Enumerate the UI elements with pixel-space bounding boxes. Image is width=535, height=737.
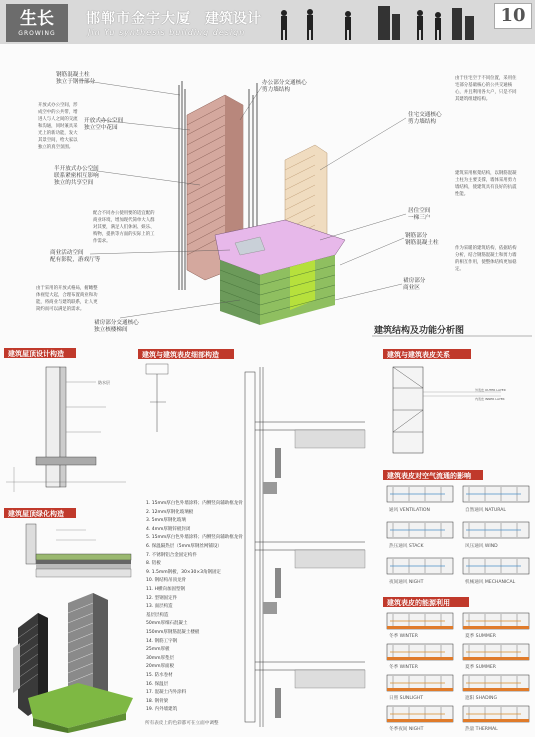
callout-inner-layer: 内表皮 INNER LAYER — [475, 397, 505, 401]
skin-legend-item: 16. 保温层 — [146, 681, 169, 687]
energy-panel — [385, 704, 455, 726]
energy-panel — [461, 704, 531, 726]
skin-legend-item: 14. 钢筋工字钢 — [146, 638, 178, 644]
skin-legend-item: 8. 铝板 — [146, 561, 161, 567]
logo-text: 生长 — [20, 9, 54, 29]
analysis-title: 建筑结构及功能分析图 — [374, 326, 465, 336]
diagram-caption: 通风 VENTILATION — [389, 508, 430, 513]
diagram-caption: 日照 SUNLIGHT — [389, 696, 424, 701]
label-commercial-space: 商业活动空间 配有影院，游戏厅等 — [50, 250, 101, 263]
diagram-caption: 夜间通风 NIGHT — [389, 580, 424, 585]
energy-panel — [385, 642, 455, 664]
skin-legend-item: 3. 5mm厚钢化玻璃 — [146, 518, 186, 524]
skin-note: 所有表皮上的色彩都可在立面中调整 — [145, 721, 219, 726]
paragraph-commercial: 由于采用的开放式格局，俯瞰整体视觉大起，合理布置商业和功能，将商业与建筑联系，让人更简约而可以满足的需求。 — [36, 286, 98, 312]
section-title-skin-relation: 建筑与建筑表皮关系 — [387, 351, 450, 359]
diagram-caption: 冬季夜间 NIGHT — [389, 727, 424, 732]
airflow-panel — [461, 556, 531, 578]
skin-small-detail — [140, 362, 180, 437]
label-concrete-column: 钢筋混凝土柱 独立于钢骨部分 — [56, 72, 96, 85]
section-title-roof: 建筑屋顶设计构造 — [8, 350, 64, 358]
skin-legend-item: 30mm厚垫层 — [146, 655, 174, 661]
skin-legend-item: 11. H横向加固型钢 — [146, 587, 185, 592]
energy-panel — [461, 611, 531, 633]
skin-legend-item: 9. 1.5mm钢板，30×30×3角钢固定 — [146, 569, 222, 575]
skin-legend-item: 基层层构造 — [146, 612, 169, 618]
paragraph-semi-open: 配合不同办公使用要的适宜配的商业环境，增加现代简单大人群对其要，满足人们休闲、娱乐、购物，提供等方面的实际上的工作需求。 — [93, 211, 155, 244]
label-steel-part: 钢筋部分 钢筋混凝土柱 — [405, 233, 439, 246]
energy-panel — [385, 611, 455, 633]
skin-legend-item: 20mm厚面板 — [146, 664, 174, 670]
label-podium-core: 裙房部分交通核心 独立核楼梯间 — [94, 320, 139, 333]
roof-note: 防水层 — [98, 380, 110, 385]
skin-legend-item: 50mm厚细石混凝土 — [146, 621, 188, 627]
skin-relation-drawing — [383, 362, 531, 457]
skin-section-drawing — [235, 362, 373, 734]
diagram-caption: 热压通风 STACK — [389, 544, 424, 549]
airflow-panel — [461, 484, 531, 506]
skin-legend-item: 17. 混凝土内外涂料 — [146, 690, 187, 696]
energy-panel — [461, 673, 531, 695]
callout-outer-layer: 外表皮 OUTER LAYER — [475, 388, 506, 392]
diagram-caption: 冬季 WINTER — [389, 634, 418, 639]
skin-legend-item: 6. 保温隔热层（5mm厚钢丝网铺设） — [146, 544, 222, 549]
section-title-skin: 建筑与建筑表皮细部构造 — [142, 351, 219, 359]
diagram-caption: 风压通风 WIND — [465, 544, 498, 549]
label-open-office: 开放式办公空间 独立空中花园 — [84, 118, 124, 131]
energy-panel — [385, 673, 455, 695]
diagram-caption: 遮阳 SHADING — [465, 696, 498, 701]
greening-detail-drawing — [6, 520, 134, 585]
skin-legend-item: 5. 15mm厚白色外墙涂料；内侧竖向辅助框龙骨 — [146, 535, 243, 541]
label-podium-commercial: 裙房部分 商业区 — [403, 278, 426, 291]
paragraph-structure: 建筑采用框架结构，以钢筋混凝土柱为主要支撑，墙体采用剪力墙结构，使建筑具有良好的抗震性能。 — [455, 171, 517, 197]
airflow-panel — [385, 520, 455, 542]
skin-legend-item: 150mm厚钢筋混凝土楼板 — [146, 630, 200, 635]
skin-legend-item: 10. 钢结构吊顶龙骨 — [146, 578, 187, 584]
skin-legend-item: 4. 4mm厚镀锌板封闭 — [146, 526, 191, 532]
skin-legend-item: 7. 不锈钢铝合金固定构件 — [146, 552, 197, 558]
roof-detail-drawing — [6, 362, 134, 497]
skin-legend-item: 1. 15mm厚白色外墙涂料；内侧竖向辅助框龙骨 — [146, 501, 243, 506]
label-semi-open-office: 半开放式办公空间 联系紧密相互影响 独立的共享空间 — [54, 166, 99, 186]
diagram-caption: 热量 THERMAL — [465, 727, 498, 732]
section-title-energy: 建筑表皮的能源利用 — [387, 599, 450, 607]
building-3d-model — [8, 588, 136, 733]
diagram-caption: 夏季 SUMMER — [465, 665, 496, 670]
page-number: 10 — [494, 3, 532, 29]
section-title-greening: 建筑屋顶绿化构造 — [8, 510, 64, 518]
section-title-air: 建筑表皮对空气流通的影响 — [387, 472, 471, 480]
diagram-caption: 机械通风 MECHANICAL — [465, 580, 516, 585]
energy-panel — [461, 642, 531, 664]
label-office-core: 办公部分交通核心 剪力墙结构 — [262, 80, 307, 93]
sheet-title: 建筑设计 — [205, 11, 261, 27]
logo-subtext: GROWING — [18, 30, 56, 37]
diagram-caption: 夏季 SUMMER — [465, 634, 496, 639]
airflow-panel — [385, 484, 455, 506]
airflow-panel — [461, 520, 531, 542]
project-title: 邯郸市金宇大厦 — [86, 11, 191, 27]
skin-legend-item: 13. 面层构造 — [146, 604, 173, 610]
skin-legend-item: 15. 防水卷材 — [146, 673, 173, 678]
airflow-panel — [385, 556, 455, 578]
skin-legend-item: 12. 型钢固定件 — [146, 595, 178, 601]
skin-legend-item: 2. 12mm厚钢化玻璃板 — [146, 509, 194, 515]
project-title-english: Jin Yu synthesis building design — [88, 28, 246, 37]
paragraph-open-office: 开放式办公空间，形成空中的公共带，增进人与人之间的交流和沟通，同时兼具采光上的新功能，发大其景空间，给大家以独立的真空氛围。 — [38, 103, 78, 150]
skin-legend-item: 19. 内外墙建筑 — [146, 707, 178, 713]
label-residential-core: 住宅交通核心 剪力墙结构 — [408, 112, 442, 125]
skin-legend-item: 25mm厚板 — [146, 647, 170, 653]
paragraph-residential: 由于住宅空于不同位置，采用住宅部分基础核心的公共交通核心，并且利用各大户，只是不同其建筑组建结构。 — [455, 76, 517, 102]
diagram-caption: 自然通风 NATURAL — [465, 508, 506, 513]
skin-legend-item: 18. 钢骨梁 — [146, 698, 169, 704]
label-living-space: 居住空间 一梯三户 — [408, 208, 431, 221]
paragraph-heating: 作为采暖的建筑结构，依据结构分析，结合钢筋混凝土和剪力墙的相互作用，使整体结构更加稳定。 — [455, 246, 517, 272]
diagram-caption: 冬季 WINTER — [389, 665, 418, 670]
